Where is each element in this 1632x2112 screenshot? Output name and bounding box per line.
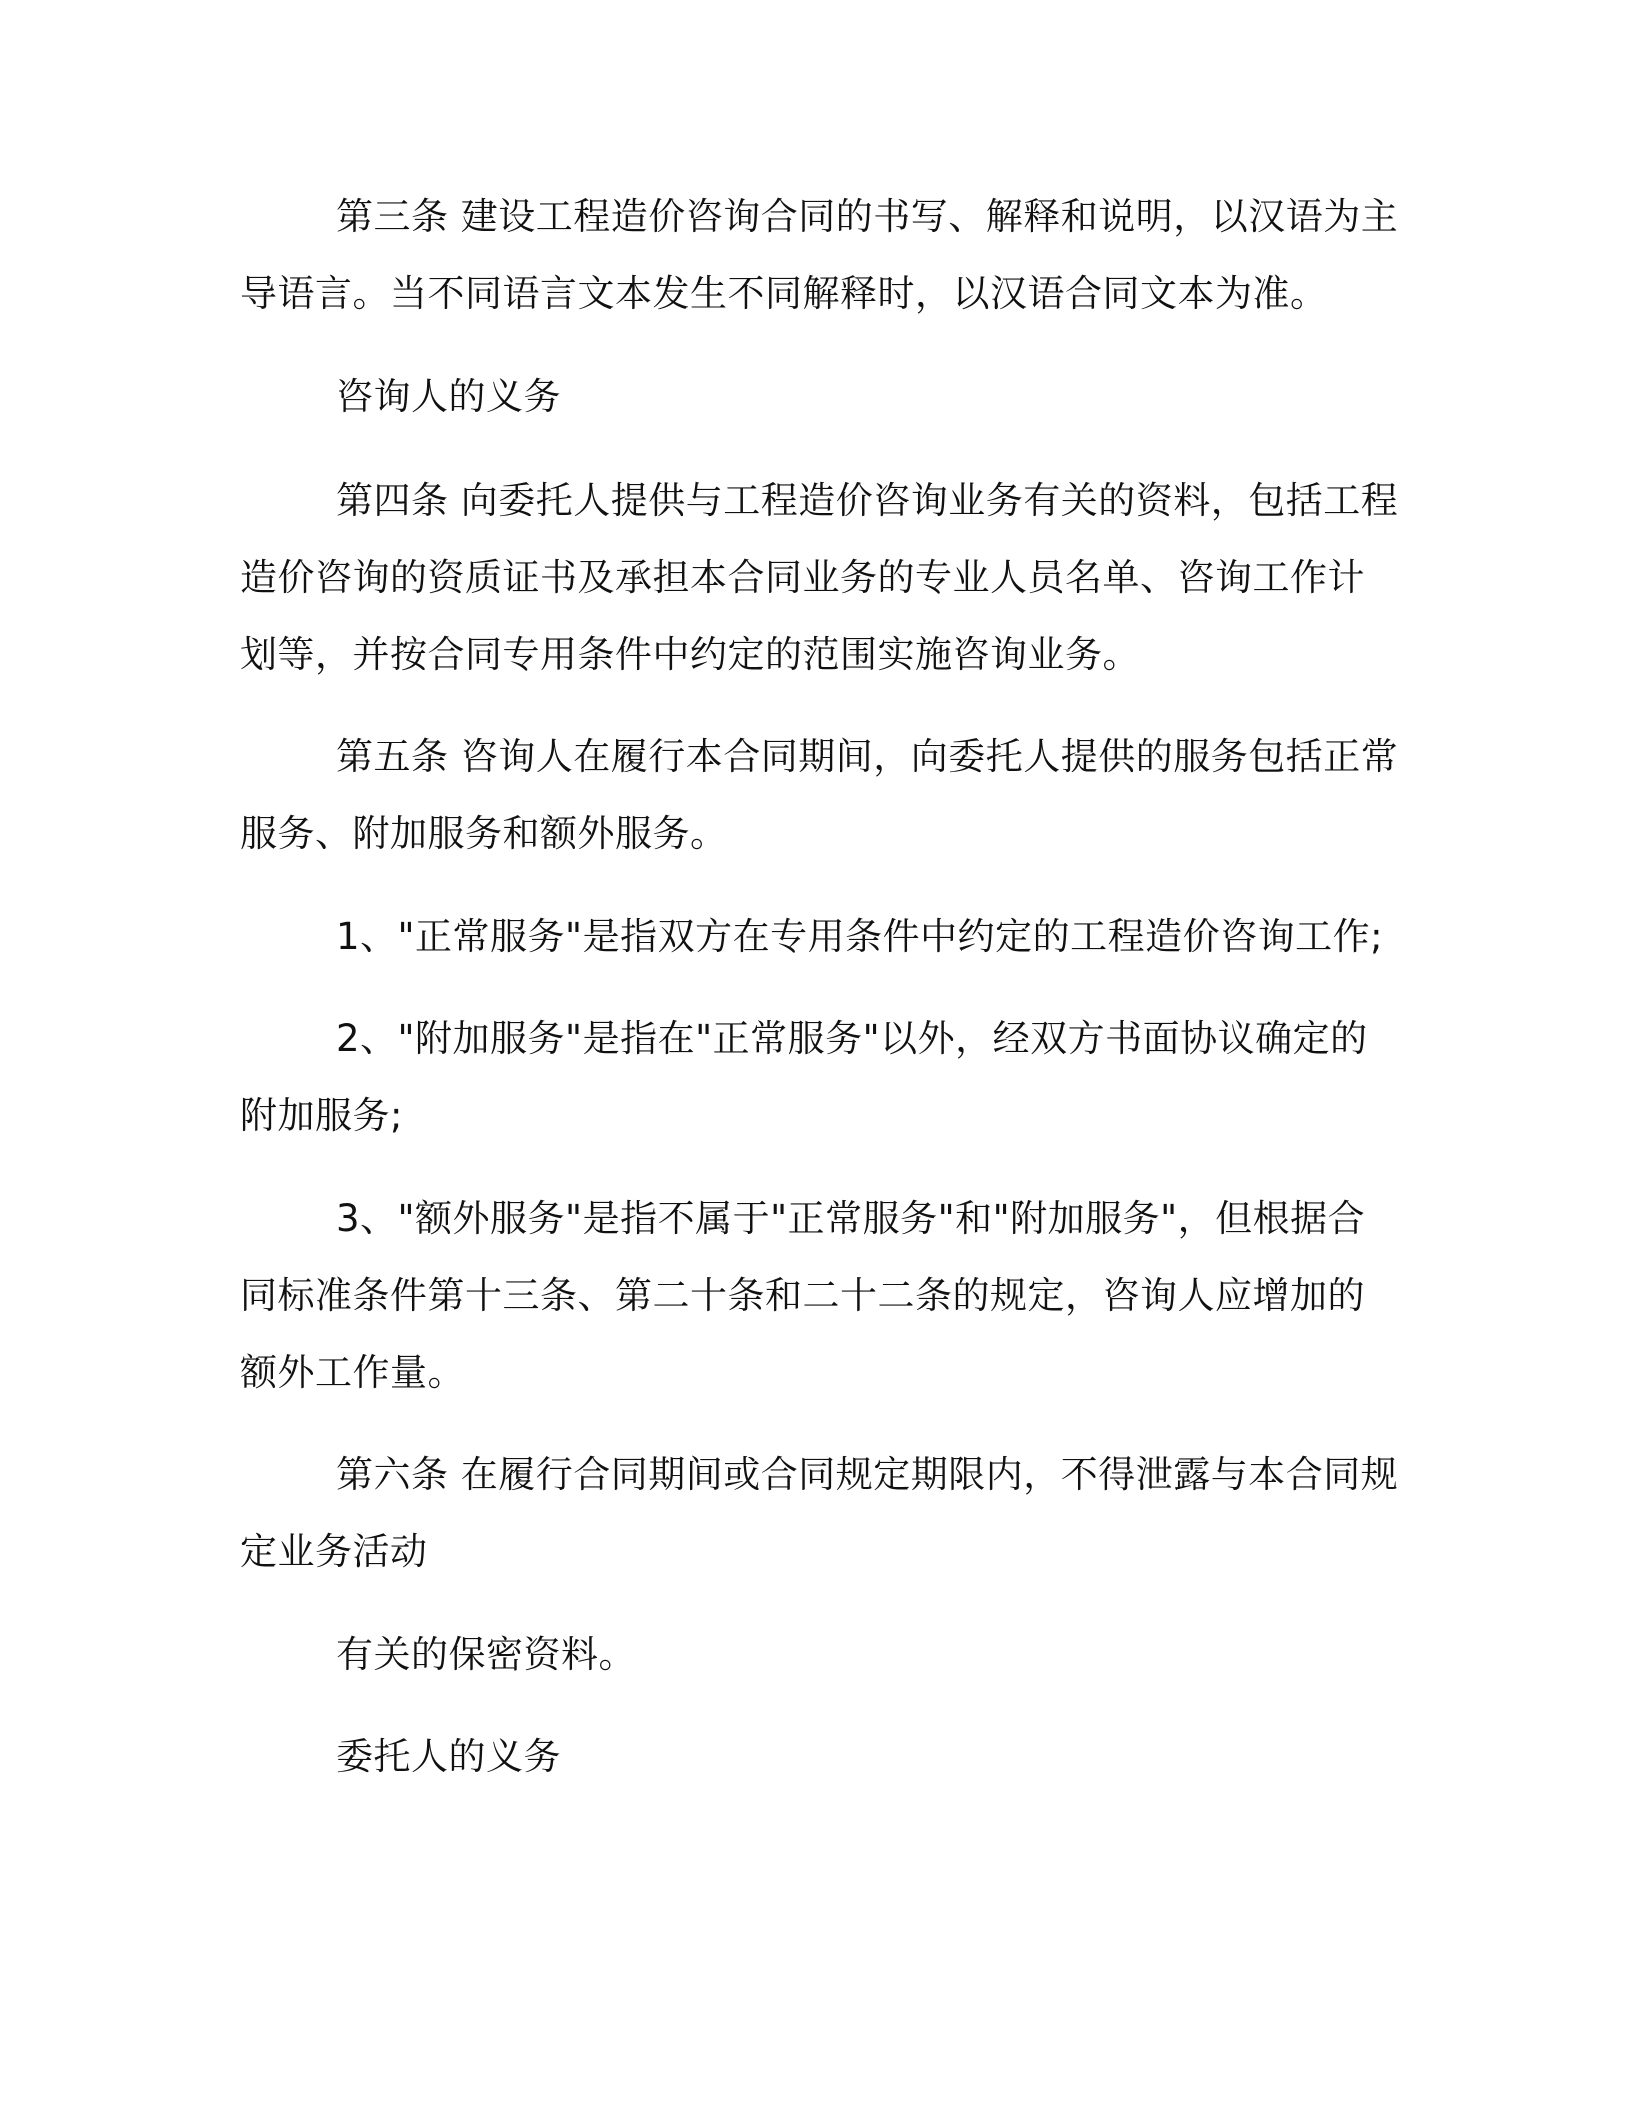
- article-6-continued-paragraph: [240, 1616, 1400, 1693]
- article-4-paragraph: [240, 462, 1400, 693]
- paragraph-line: 导语言。当不同语言文本发生不同解释时，以汉语合同文本为准。: [240, 272, 1328, 315]
- paragraph-line: 额外工作量。: [240, 1351, 465, 1394]
- paragraph-line: 3、"额外服务"是指不属于"正常服务"和"附加服务"，但根据合: [336, 1197, 1366, 1240]
- article-5-paragraph: [240, 718, 1400, 872]
- paragraph-line: 同标准条件第十三条、第二十条和二十二条的规定，咨询人应增加的: [240, 1274, 1365, 1317]
- paragraph-line: 定业务活动: [240, 1530, 428, 1573]
- paragraph-line: 服务、附加服务和额外服务。: [240, 812, 728, 855]
- paragraph-line: 第三条 建设工程造价咨询合同的书写、解释和说明，以汉语为主: [336, 195, 1399, 238]
- paragraph-line: 2、"附加服务"是指在"正常服务"以外，经双方书面协议确定的: [336, 1017, 1368, 1060]
- paragraph-line: 第五条 咨询人在履行本合同期间，向委托人提供的服务包括正常: [336, 735, 1399, 778]
- consultant-obligations-heading: [240, 358, 1400, 435]
- article-3-paragraph: [240, 178, 1400, 332]
- paragraph-line: 1、"正常服务"是指双方在专用条件中约定的工程造价咨询工作;: [336, 915, 1384, 958]
- article-6-paragraph: [240, 1436, 1400, 1590]
- client-obligations-heading: [240, 1718, 1400, 1795]
- section-heading: 委托人的义务: [336, 1735, 561, 1778]
- item-3-paragraph: [240, 1180, 1400, 1411]
- paragraph-line: 造价咨询的资质证书及承担本合同业务的专业人员名单、咨询工作计: [240, 556, 1365, 599]
- item-1-paragraph: [240, 898, 1400, 975]
- paragraph-line: 第四条 向委托人提供与工程造价咨询业务有关的资料，包括工程: [336, 479, 1399, 522]
- paragraph-line: 附加服务;: [240, 1094, 403, 1137]
- section-heading: 咨询人的义务: [336, 375, 561, 418]
- paragraph-line: 有关的保密资料。: [336, 1633, 636, 1676]
- item-2-paragraph: [240, 1000, 1400, 1154]
- paragraph-line: 第六条 在履行合同期间或合同规定期限内，不得泄露与本合同规: [336, 1453, 1399, 1496]
- paragraph-line: 划等，并按合同专用条件中约定的范围实施咨询业务。: [240, 633, 1140, 676]
